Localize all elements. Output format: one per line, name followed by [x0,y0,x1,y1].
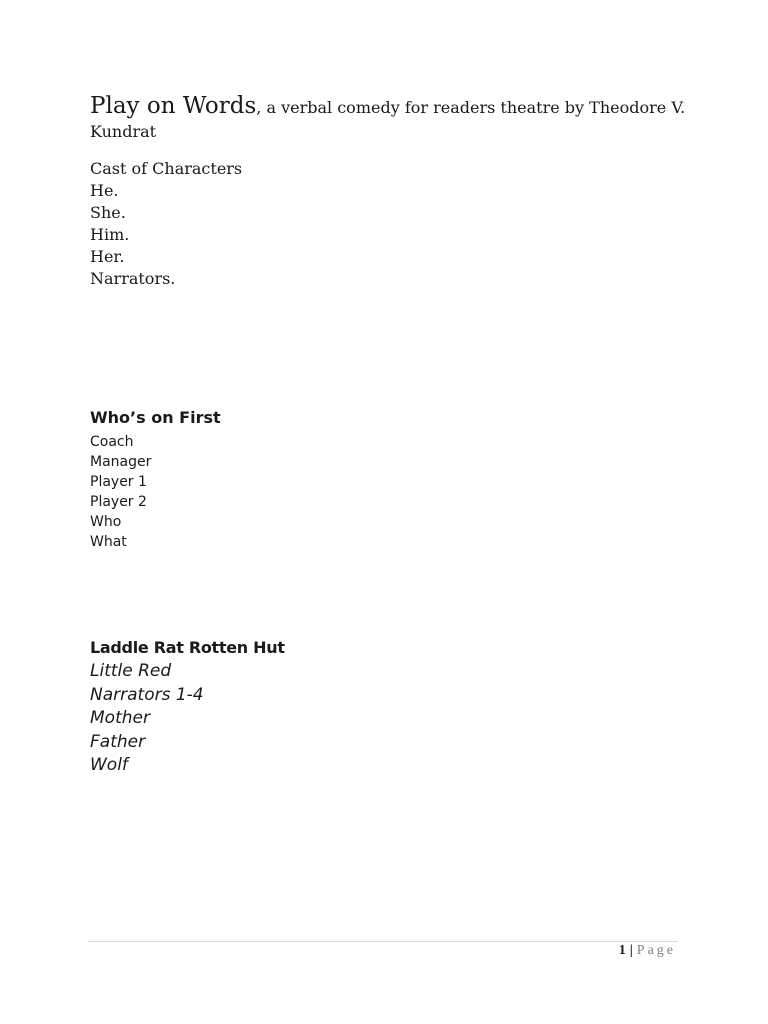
play-title: Play on Words [90,93,257,119]
footer-divider [88,941,678,942]
play-subtitle: , a verbal comedy for readers theatre by Theodore V. Kundrat [90,98,686,141]
page-label: Page [636,943,676,958]
cast-item: Her. [90,247,125,266]
character-item: Player 2 [90,494,147,510]
character-item: Who [90,514,122,530]
footer-separator: | [629,943,633,958]
character-item: Player 1 [90,474,147,490]
character-item: Little Red [90,661,172,681]
cast-item: Him. [90,225,130,244]
cast-of-characters [90,158,242,290]
character-item: Father [90,731,146,752]
cast-item: Narrators. [90,269,176,288]
cast-heading: Cast of Characters [90,159,243,178]
character-item: Wolf [90,755,128,775]
character-item: Narrators 1-4 [90,684,204,705]
page-number: 1 [618,943,626,958]
section-heading: Who’s on First [90,408,221,427]
character-item: Coach [90,434,134,450]
character-item: Manager [90,454,152,470]
whos-on-first-section [90,406,221,552]
character-item: What [90,534,127,550]
laddle-rat-section [90,636,285,778]
cast-item: She. [90,203,126,222]
page-footer [619,943,676,959]
section-heading: Laddle Rat Rotten Hut [90,638,285,657]
cast-item: He. [90,181,119,200]
document-title [90,92,690,143]
character-item: Mother [90,708,150,728]
